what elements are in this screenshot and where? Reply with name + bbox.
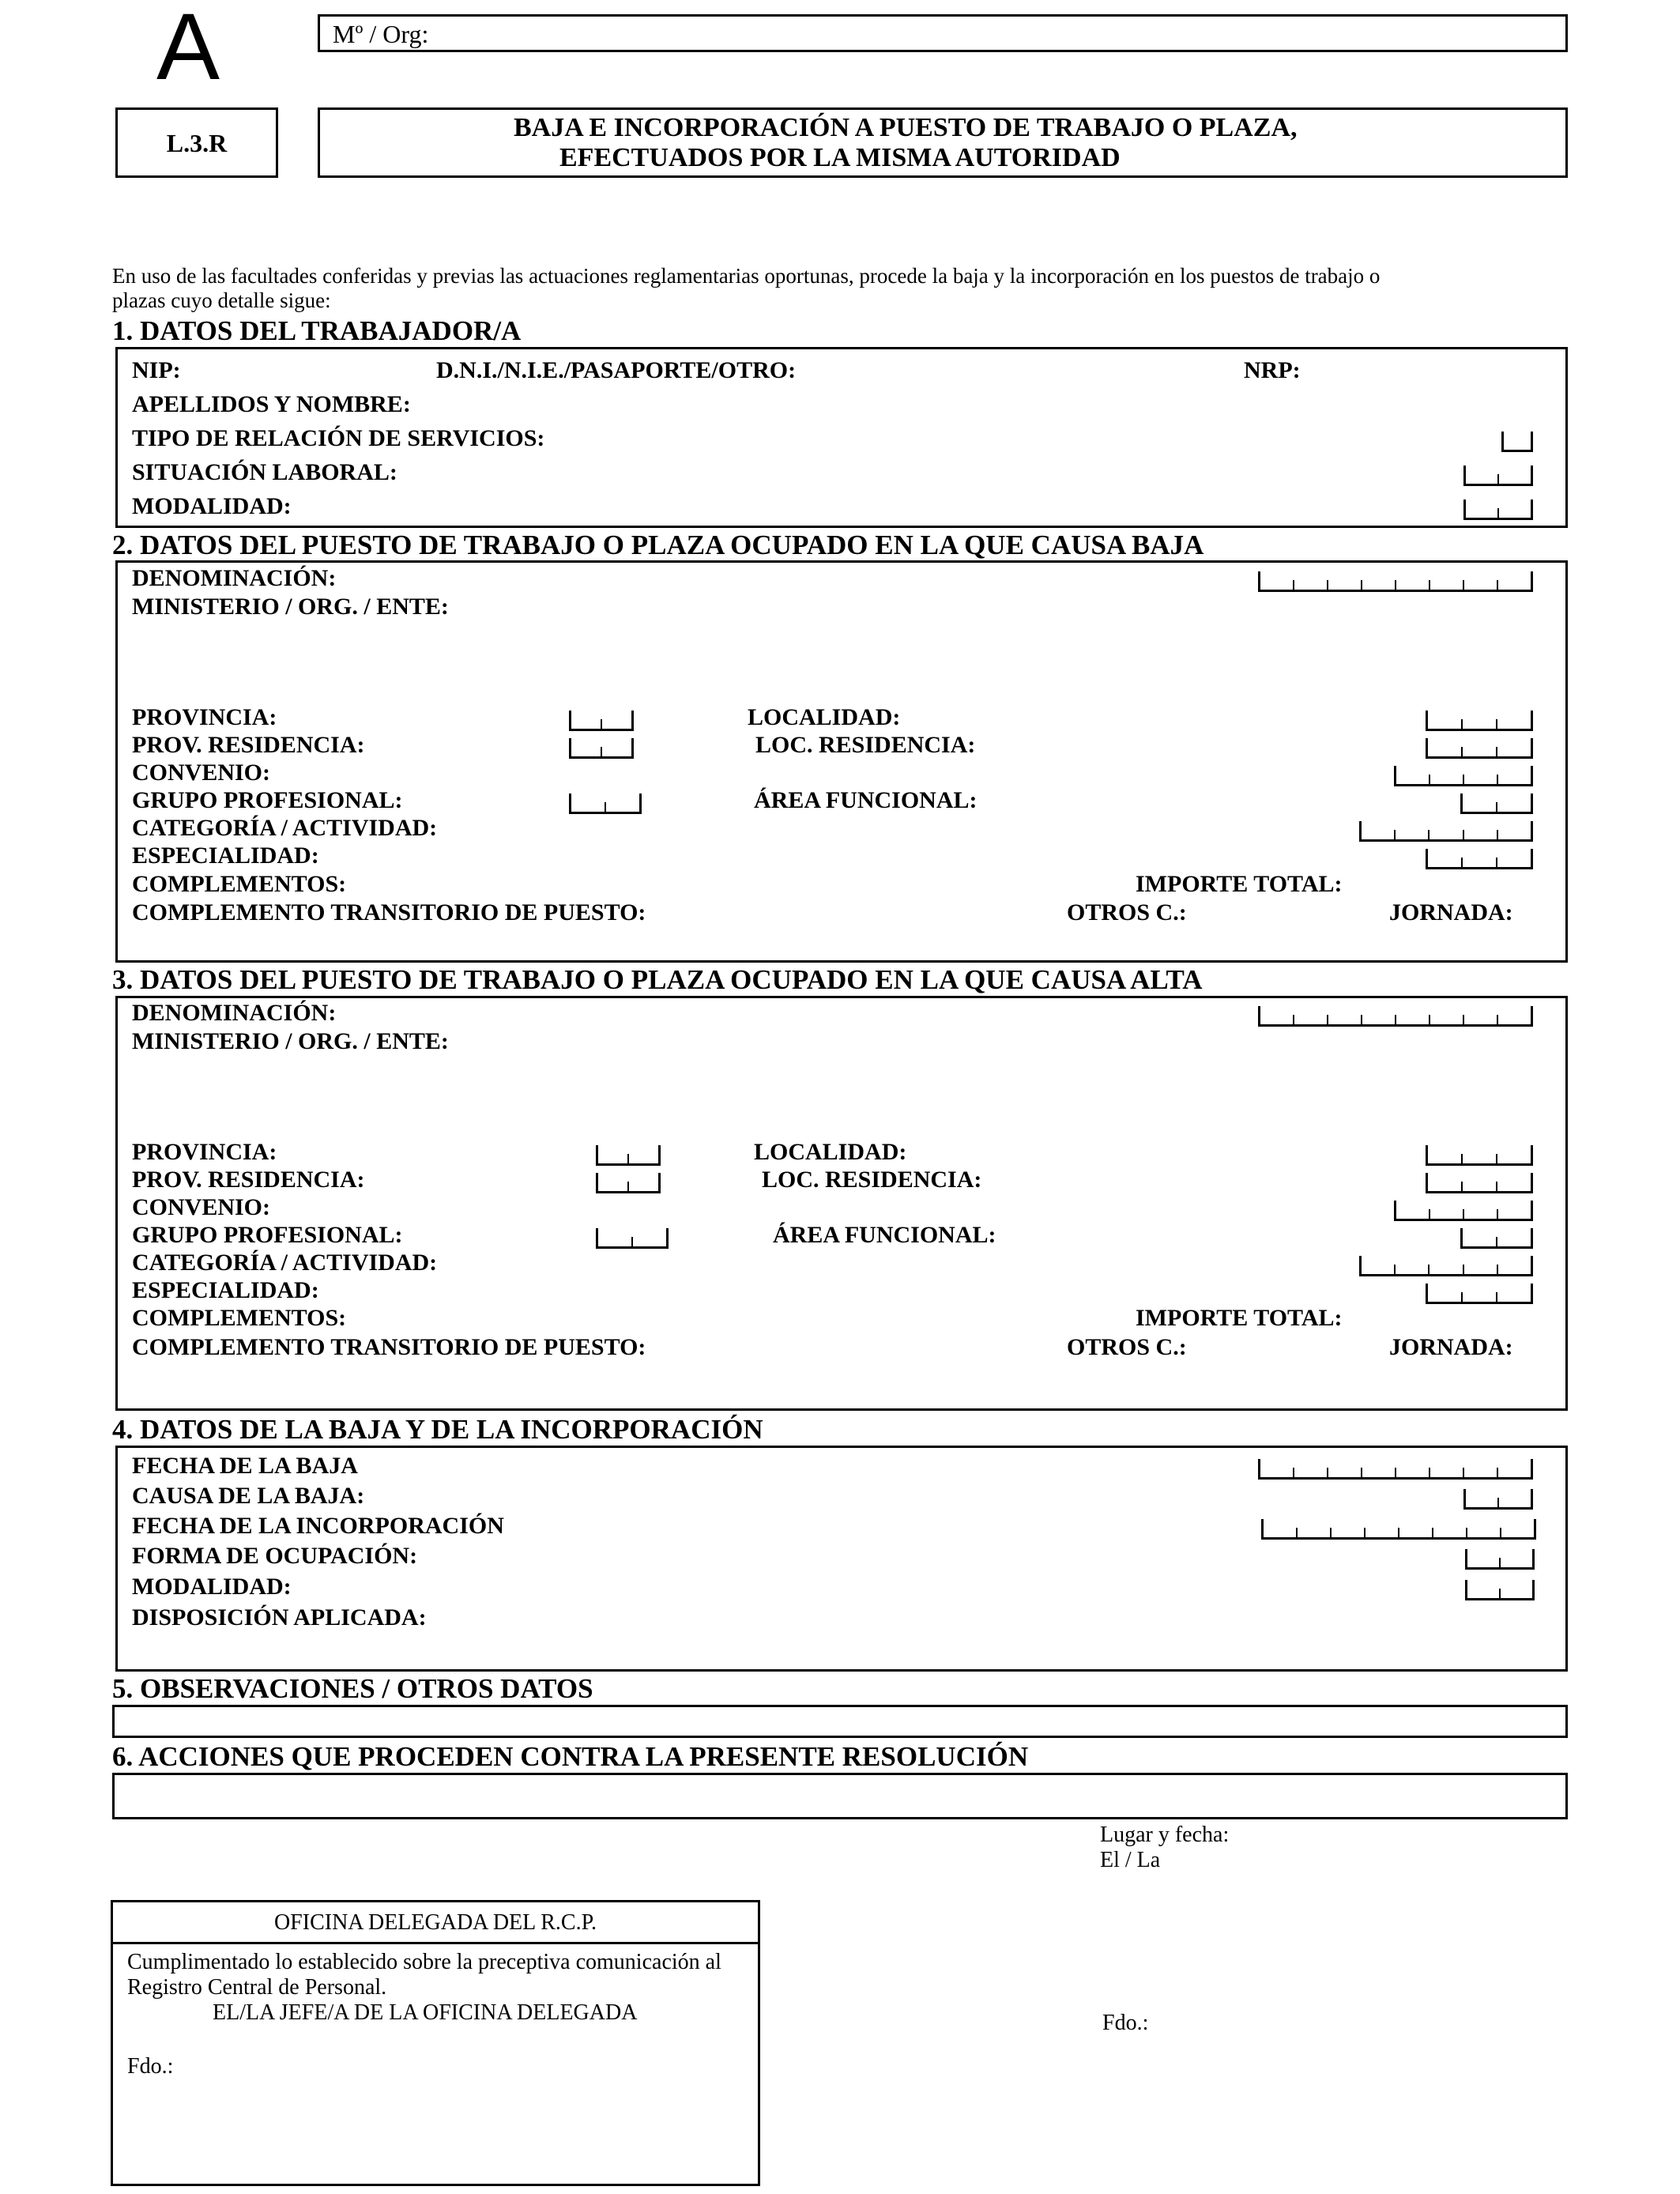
s3-jornada-label: JORNADA: [1389, 1334, 1513, 1360]
oficina-delegada-box [111, 1900, 760, 2186]
s3-localidad-code[interactable] [1426, 1145, 1533, 1166]
section3-title: 3. DATOS DEL PUESTO DE TRABAJO O PLAZA OCUPADO EN LA QUE CAUSA ALTA [112, 964, 1203, 995]
section4-title: 4. DATOS DE LA BAJA Y DE LA INCORPORACIÓN [112, 1414, 763, 1445]
title-box [318, 107, 1568, 178]
form-code: L.3.R [166, 129, 228, 157]
dni-label: D.N.I./N.I.E./PASAPORTE/OTRO: [436, 357, 797, 383]
s2-loc-residencia-code[interactable] [1426, 738, 1533, 759]
s3-grupo-label: GRUPO PROFESIONAL: [132, 1222, 403, 1248]
s2-prov-residencia-code[interactable] [569, 738, 634, 759]
forma-ocupacion-label: FORMA DE OCUPACIÓN: [132, 1543, 418, 1569]
situacion-code[interactable] [1463, 466, 1533, 486]
s2-especialidad-label: ESPECIALIDAD: [132, 843, 319, 869]
s2-provincia-code[interactable] [569, 711, 634, 731]
signature-fdo-label: Fdo.: [1102, 2011, 1149, 2035]
s3-denominacion-label: DENOMINACIÓN: [132, 1000, 337, 1026]
s2-provincia-label: PROVINCIA: [132, 704, 277, 730]
tipo-relacion-label: TIPO DE RELACIÓN DE SERVICIOS: [132, 425, 545, 451]
s3-prov-residencia-code[interactable] [596, 1173, 661, 1193]
section6-title: 6. ACCIONES QUE PROCEDEN CONTRA LA PRESENTE RESOLUCIÓN [112, 1741, 1029, 1772]
s3-denominacion-code[interactable] [1258, 1006, 1533, 1027]
ministry-label: Mº / Org: [333, 20, 429, 48]
s2-importe-label: IMPORTE TOTAL: [1136, 871, 1343, 897]
intro-line1: En uso de las facultades conferidas y previas las actuaciones reglamentarias oportunas, procede la baja y la incorporación en los puestos de trabajo o [112, 264, 1381, 288]
s3-convenio-code[interactable] [1394, 1201, 1533, 1221]
s3-importe-label: IMPORTE TOTAL: [1136, 1305, 1343, 1331]
s2-prov-residencia-label: PROV. RESIDENCIA: [132, 732, 365, 758]
el-la-label: El / La [1100, 1848, 1161, 1872]
s3-especialidad-code[interactable] [1426, 1284, 1533, 1304]
causa-baja-label: CAUSA DE LA BAJA: [132, 1483, 365, 1509]
s2-convenio-label: CONVENIO: [132, 760, 271, 786]
ministry-field[interactable] [318, 14, 1568, 52]
oficina-divider [113, 1942, 758, 1944]
s3-provincia-code[interactable] [596, 1145, 661, 1166]
oficina-text-line1: Cumplimentado lo establecido sobre la preceptiva comunicación al [127, 1950, 721, 1974]
disposicion-label: DISPOSICIÓN APLICADA: [132, 1604, 427, 1630]
s3-complementos-label: COMPLEMENTOS: [132, 1305, 347, 1331]
apellidos-label: APELLIDOS Y NOMBRE: [132, 391, 411, 417]
nip-label: NIP: [132, 357, 181, 383]
s2-localidad-code[interactable] [1426, 711, 1533, 731]
fecha-baja-label: FECHA DE LA BAJA [132, 1453, 358, 1479]
lugar-fecha-label: Lugar y fecha: [1100, 1823, 1230, 1847]
oficina-jefe-label: EL/LA JEFE/A DE LA OFICINA DELEGADA [213, 2000, 638, 2025]
s3-categoria-label: CATEGORÍA / ACTIVIDAD: [132, 1250, 438, 1276]
s2-complementos-label: COMPLEMENTOS: [132, 871, 347, 897]
s3-provincia-label: PROVINCIA: [132, 1139, 277, 1165]
s3-otros-label: OTROS C.: [1067, 1334, 1187, 1360]
s2-loc-residencia-label: LOC. RESIDENCIA: [755, 732, 976, 758]
form-code-box [115, 107, 278, 178]
fecha-incorporacion-code[interactable] [1261, 1519, 1536, 1540]
s2-especialidad-code[interactable] [1426, 849, 1533, 869]
oficina-text-line2: Registro Central de Personal. [127, 1975, 387, 2000]
section1-title: 1. DATOS DEL TRABAJADOR/A [112, 315, 522, 346]
s2-denominacion-label: DENOMINACIÓN: [132, 565, 337, 591]
s2-categoria-label: CATEGORÍA / ACTIVIDAD: [132, 815, 438, 841]
s2-jornada-label: JORNADA: [1389, 899, 1513, 925]
s3-categoria-code[interactable] [1359, 1256, 1533, 1276]
s3-ministerio-label: MINISTERIO / ORG. / ENTE: [132, 1028, 449, 1054]
s3-area-code[interactable] [1460, 1228, 1533, 1249]
intro-line2: plazas cuyo detalle sigue: [112, 288, 331, 312]
s2-convenio-code[interactable] [1394, 766, 1533, 786]
section2-title: 2. DATOS DEL PUESTO DE TRABAJO O PLAZA OCUPADO EN LA QUE CAUSA BAJA [112, 530, 1204, 560]
s3-loc-residencia-code[interactable] [1426, 1173, 1533, 1193]
s3-convenio-label: CONVENIO: [132, 1194, 271, 1220]
fecha-incorporacion-label: FECHA DE LA INCORPORACIÓN [132, 1513, 504, 1539]
s3-especialidad-label: ESPECIALIDAD: [132, 1277, 319, 1303]
oficina-fdo-label: Fdo.: [127, 2054, 174, 2079]
page-title-line1: BAJA E INCORPORACIÓN A PUESTO DE TRABAJO O PLAZA, [514, 113, 1298, 142]
modalidad1-label: MODALIDAD: [132, 493, 292, 519]
oficina-title: OFICINA DELEGADA DEL R.C.P. [273, 1910, 597, 1935]
modalidad4-code[interactable] [1465, 1580, 1535, 1600]
s3-prov-residencia-label: PROV. RESIDENCIA: [132, 1167, 365, 1193]
s2-area-label: ÁREA FUNCIONAL: [754, 787, 977, 813]
nrp-label: NRP: [1244, 357, 1301, 383]
s2-grupo-code[interactable] [569, 794, 642, 814]
observaciones-field[interactable] [112, 1705, 1568, 1738]
s2-categoria-code[interactable] [1359, 821, 1533, 842]
s2-otros-label: OTROS C.: [1067, 899, 1187, 925]
page-title-line2: EFECTUADOS POR LA MISMA AUTORIDAD [559, 143, 1121, 172]
section5-title: 5. OBSERVACIONES / OTROS DATOS [112, 1673, 593, 1704]
modalidad4-label: MODALIDAD: [132, 1574, 292, 1600]
s3-area-label: ÁREA FUNCIONAL: [773, 1222, 996, 1248]
s2-ministerio-label: MINISTERIO / ORG. / ENTE: [132, 594, 449, 620]
s2-grupo-label: GRUPO PROFESIONAL: [132, 787, 403, 813]
s3-grupo-code[interactable] [596, 1228, 669, 1249]
s3-loc-residencia-label: LOC. RESIDENCIA: [762, 1167, 982, 1193]
situacion-label: SITUACIÓN LABORAL: [132, 459, 397, 485]
causa-baja-code[interactable] [1463, 1489, 1533, 1510]
s2-denominacion-code[interactable] [1258, 571, 1533, 592]
fecha-baja-code[interactable] [1258, 1459, 1533, 1480]
modalidad1-code[interactable] [1463, 499, 1533, 520]
s3-localidad-label: LOCALIDAD: [754, 1139, 907, 1165]
tipo-relacion-code[interactable] [1501, 432, 1533, 452]
forma-ocupacion-code[interactable] [1465, 1549, 1535, 1570]
s2-localidad-label: LOCALIDAD: [748, 704, 901, 730]
s2-area-code[interactable] [1460, 794, 1533, 814]
form-letter: A [156, 0, 220, 100]
s2-transitorio-label: COMPLEMENTO TRANSITORIO DE PUESTO: [132, 899, 646, 925]
acciones-field[interactable] [112, 1773, 1568, 1819]
s3-transitorio-label: COMPLEMENTO TRANSITORIO DE PUESTO: [132, 1334, 646, 1360]
